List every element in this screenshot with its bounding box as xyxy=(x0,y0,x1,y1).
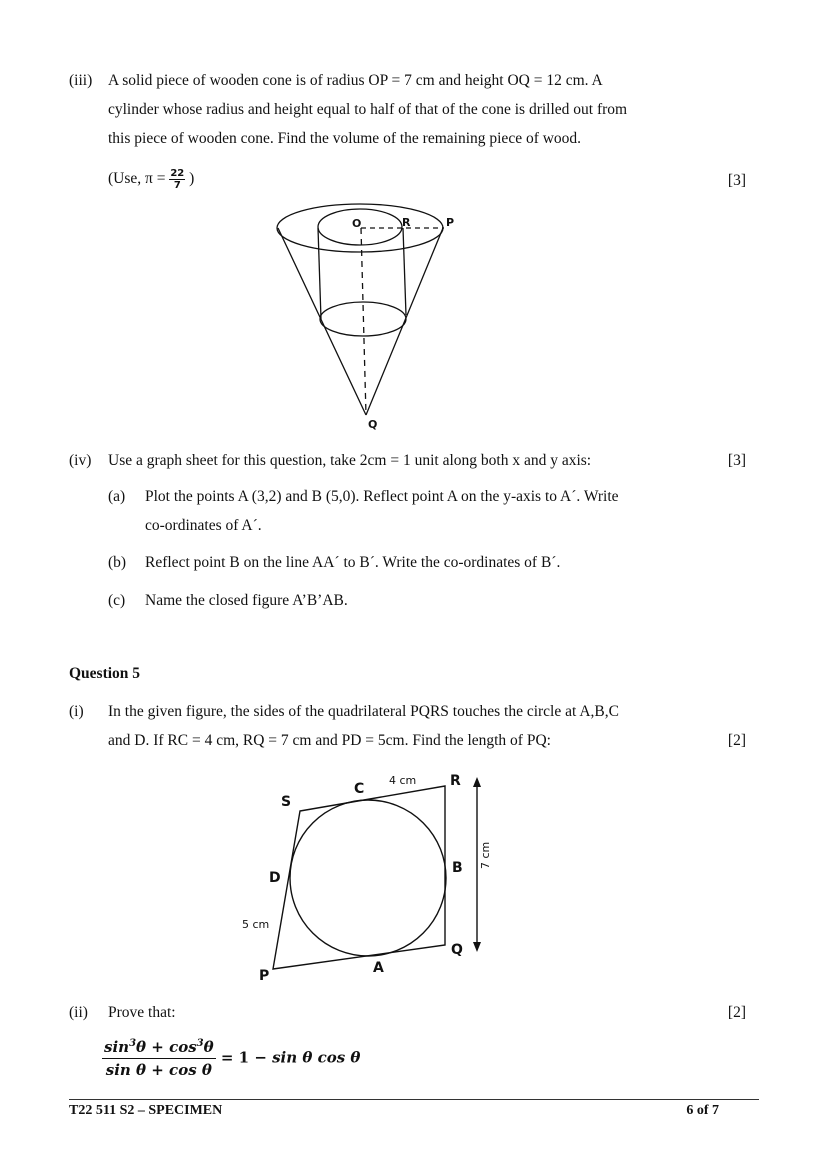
num-cos-exponent: 3 xyxy=(196,1038,204,1049)
arrow-up-icon xyxy=(473,777,481,787)
quadrilateral-PQRS xyxy=(273,786,445,969)
footer-divider xyxy=(69,1099,759,1100)
q5-ii-text: Prove that: xyxy=(108,1004,176,1021)
num-cos: cos xyxy=(169,1038,197,1056)
label-R: R xyxy=(402,216,411,229)
trig-identity-equation xyxy=(102,1038,360,1079)
q4-iii-line-2: cylinder whose radius and height equal to half of that of the cone is drilled out from xyxy=(108,101,628,118)
num-cos-theta: θ xyxy=(203,1038,214,1056)
label-D: D xyxy=(269,870,281,886)
arrow-down-icon xyxy=(473,942,481,952)
identity-rhs: − sin θ cos θ xyxy=(249,1048,361,1067)
label-P: P xyxy=(446,216,455,229)
height-dashed-line xyxy=(361,228,366,415)
identity-numerator xyxy=(102,1038,216,1059)
cone-cylinder-figure xyxy=(270,195,470,435)
label-Q: Q xyxy=(451,942,463,958)
q4-iv-a-line-2: co-ordinates of A´. xyxy=(145,517,262,534)
cone-left-side xyxy=(278,228,366,415)
identity-denominator: sin θ + cos θ xyxy=(105,1061,212,1079)
quadrilateral-incircle-figure xyxy=(230,765,510,990)
pi-hint-suffix: ) xyxy=(185,170,195,188)
question-5-heading: Question 5 xyxy=(69,665,141,682)
q5-ii-label: (ii) xyxy=(69,1004,88,1021)
pi-hint xyxy=(108,168,194,191)
q4-iii-label: (iii) xyxy=(69,72,93,89)
q4-iv-label: (iv) xyxy=(69,452,92,469)
identity-lhs-fraction xyxy=(102,1038,216,1079)
footer-paper-code: T22 511 S2 – SPECIMEN xyxy=(69,1103,223,1118)
pi-numerator: 22 xyxy=(170,168,185,179)
pi-fraction xyxy=(169,168,185,191)
q4-iv-c-line-1: Name the closed figure A’B’AB. xyxy=(145,592,348,609)
cylinder-left-side xyxy=(318,228,321,319)
pi-denominator: 7 xyxy=(173,180,181,191)
num-sin-theta: θ xyxy=(136,1038,147,1056)
identity-equals: = xyxy=(215,1048,239,1067)
dim-pd-label: 5 cm xyxy=(242,918,270,931)
q4-iv-text: Use a graph sheet for this question, take 2cm = 1 unit along both x and y axis: xyxy=(108,452,592,469)
num-sin-exponent: 3 xyxy=(129,1038,137,1049)
q5-i-marks: [2] xyxy=(727,732,746,749)
footer-page-number: 6 of 7 xyxy=(686,1103,719,1118)
q5-ii-marks: [2] xyxy=(727,1004,746,1021)
label-S: S xyxy=(281,794,292,810)
label-C: C xyxy=(354,781,365,797)
label-A: A xyxy=(373,960,384,976)
q4-iv-marks: [3] xyxy=(727,452,746,469)
q4-iii-line-1: A solid piece of wooden cone is of radius OP = 7 cm and height OQ = 12 cm. A xyxy=(108,72,603,89)
identity-one: 1 xyxy=(238,1048,250,1067)
q4-iii-line-3: this piece of wooden cone. Find the volume of the remaining piece of wood. xyxy=(108,130,582,147)
label-Q: Q xyxy=(368,418,378,431)
q4-iv-c-label: (c) xyxy=(108,592,126,609)
dim-rc-label: 4 cm xyxy=(389,774,417,787)
label-P: P xyxy=(259,968,270,984)
q4-iv-a-label: (a) xyxy=(108,488,126,505)
dim-rq-label: 7 cm xyxy=(479,841,492,869)
q4-iv-b-label: (b) xyxy=(108,554,127,571)
num-plus: + xyxy=(146,1038,170,1056)
inscribed-circle xyxy=(290,800,446,956)
q5-i-line-1: In the given figure, the sides of the quadrilateral PQRS touches the circle at A,B,C xyxy=(108,703,619,720)
q4-iv-a-line-1: Plot the points A (3,2) and B (5,0). Reflect point A on the y-axis to A´. Write xyxy=(145,488,619,505)
num-sin: sin xyxy=(104,1038,130,1056)
q5-i-label: (i) xyxy=(69,703,84,720)
label-R: R xyxy=(450,773,461,789)
label-O: O xyxy=(352,217,362,230)
label-B: B xyxy=(452,860,463,876)
q5-i-line-2: and D. If RC = 4 cm, RQ = 7 cm and PD = 5cm. Find the length of PQ: xyxy=(108,732,551,749)
q4-iii-marks: [3] xyxy=(727,172,746,189)
q4-iv-b-line-1: Reflect point B on the line AA´ to B´. Write the co-ordinates of B´. xyxy=(145,554,561,571)
pi-hint-prefix: (Use, π = xyxy=(108,170,170,188)
cylinder-right-side xyxy=(403,228,406,315)
